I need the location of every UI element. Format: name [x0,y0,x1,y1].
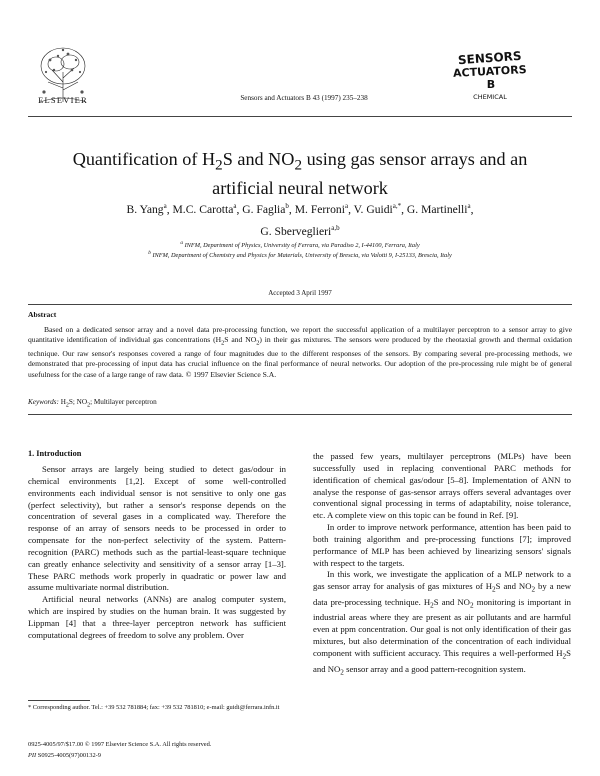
svg-text:B: B [486,78,496,91]
paragraph: the passed few years, multilayer perceptrons (MLPs) have been successfully used in replacing conventional PARC methods for identification of chemical gas/odour [5–8]. Implementation of ANN to analyse the response of gas-sensor arrays offers several advantages over conventional signal processing in terms of adaptability, noise tolerance, etc. A complete view on this topic can be found in Ref. [9]. [313,451,571,521]
abstract-bottom-rule [28,414,572,415]
keywords-line: Keywords: $H_2S$; $NO_2$; Multilayer perceptron [28,398,157,409]
sensors-actuators-logo [451,48,529,106]
affiliation-b: $^b$ INFM, Department of Chemistry and Physics for Materials, University of Brescia, via Valotti 9, I-25133, Brescia, Italy [148,250,452,260]
paragraph: In order to improve network performance, attention has been paid to both training algorithm and pre-processing functions [7]; improved performance of MLP has been achieved by linearizing sensors' signals with respect to the targets. [313,522,571,568]
svg-text:SENSORS: SENSORS [457,48,522,68]
paragraph: Artificial neural networks (ANNs) are analog computer system, which are inspired by studies on the human brain. It was suggested by Lippman [4] that a three-layer perceptron network has sufficient computational degrees of freedom to solve any problem. Over [28,594,286,640]
corresponding-author-footnote: * Corresponding author. Tel.: +39 532 781884; fax: +39 532 781810; e-mail: guidi@ferrara.infn.it [28,704,280,711]
abstract-top-rule [28,304,572,305]
abstract-heading: Abstract [28,310,57,319]
left-column [28,464,286,642]
abstract-text: Based on a dedicated sensor array and a novel data pre-processing function, we report the successful application of a multilayer perceptron to a sensor array to give quantitative identification of individual gas concentrations ($H_2S$ and $NO_2$) in their gas mixtures. The sensors were produced by the rheotaxial growth and thermal oxidation technique. Our raw sensor's responses covered a range of four magnitudes due to the different responses of the sensors. By comparing several pre-processing methods, we demonstrated that pre-processing of input data has crucial influence on the final performance of neural networks. Our adoption of the pre-processing rule might be of general usefulness for the case of a large range of raw data. © 1997 Elsevier Science S.A. [28,325,573,379]
affiliation-a: $^a$ INFM, Department of Physics, University of Ferrara, via Paradiso 2, I-44100, Ferrara, Italy [180,240,420,250]
journal-reference: Sensors and Actuators B 43 (1997) 235–238 [240,94,368,102]
svg-text:ACTUATORS: ACTUATORS [452,63,527,80]
pii-line: PII S0925-4005(97)00132-9 [28,752,101,759]
svg-text:CHEMICAL: CHEMICAL [473,93,507,101]
author-list: B. Yang$^a$, M.C. Carotta$^a$, G. Faglia$^b$, M. Ferroni$^a$, V. Guidi$^{a,*}$, G. Martinelli$^a$, G. Sberveglieri$^{a,b}$ [126,202,474,238]
paragraph: In this work, we investigate the application of a MLP network to a gas sensor array for analysis of gas mixtures of $H_2S$ and $NO_2$ by a new data pre-processing technique. $H_2S$ and $NO_2$ monitoring is important in industrial areas where they are present as air pollutants and are harmful even at ppm concentration. Our goal is not only identification of their gas mixtures, but also determination of the concentration of each individual component with sufficient accuracy. This requires a well-performed $H_2S$ and $NO_2$ sensor array and a good pattern-recognition system. [313,569,571,677]
copyright-line: 0925-4005/97/$17.00 © 1997 Elsevier Science S.A. All rights reserved. [28,741,212,748]
right-column [313,451,571,679]
publisher-name: ELSEVIER [38,95,88,105]
accepted-date: Accepted 3 April 1997 [268,289,332,297]
section-heading-introduction: 1. Introduction [28,449,82,458]
article-title: Quantification of $H_2S$ and $NO_2$ using gas sensor arrays and an artificial neural network [72,149,528,198]
paragraph: Sensor arrays are largely being studied to detect gas/odour in chemical environments [1,2]. Except of some well-controlled environments each individual sensor is not sensitive to only one gas (perfect selectivity), but rather a sensor's response depends on the concentration of several gases in a complicated way. Therefore the response of an array of sensors needs to be processed in order to compensate for the non-perfect selectivity of the system. Pattern-recognition (PARC) methods such as the partial-least-square technique can greatly enhance selectivity and sensitivity of a sensor array [1–3]. These PARC methods work properly in quadratic or power law and assume multivariate normal distribution. [28,464,286,593]
header-rule [28,116,572,117]
footnote-rule [28,700,90,701]
